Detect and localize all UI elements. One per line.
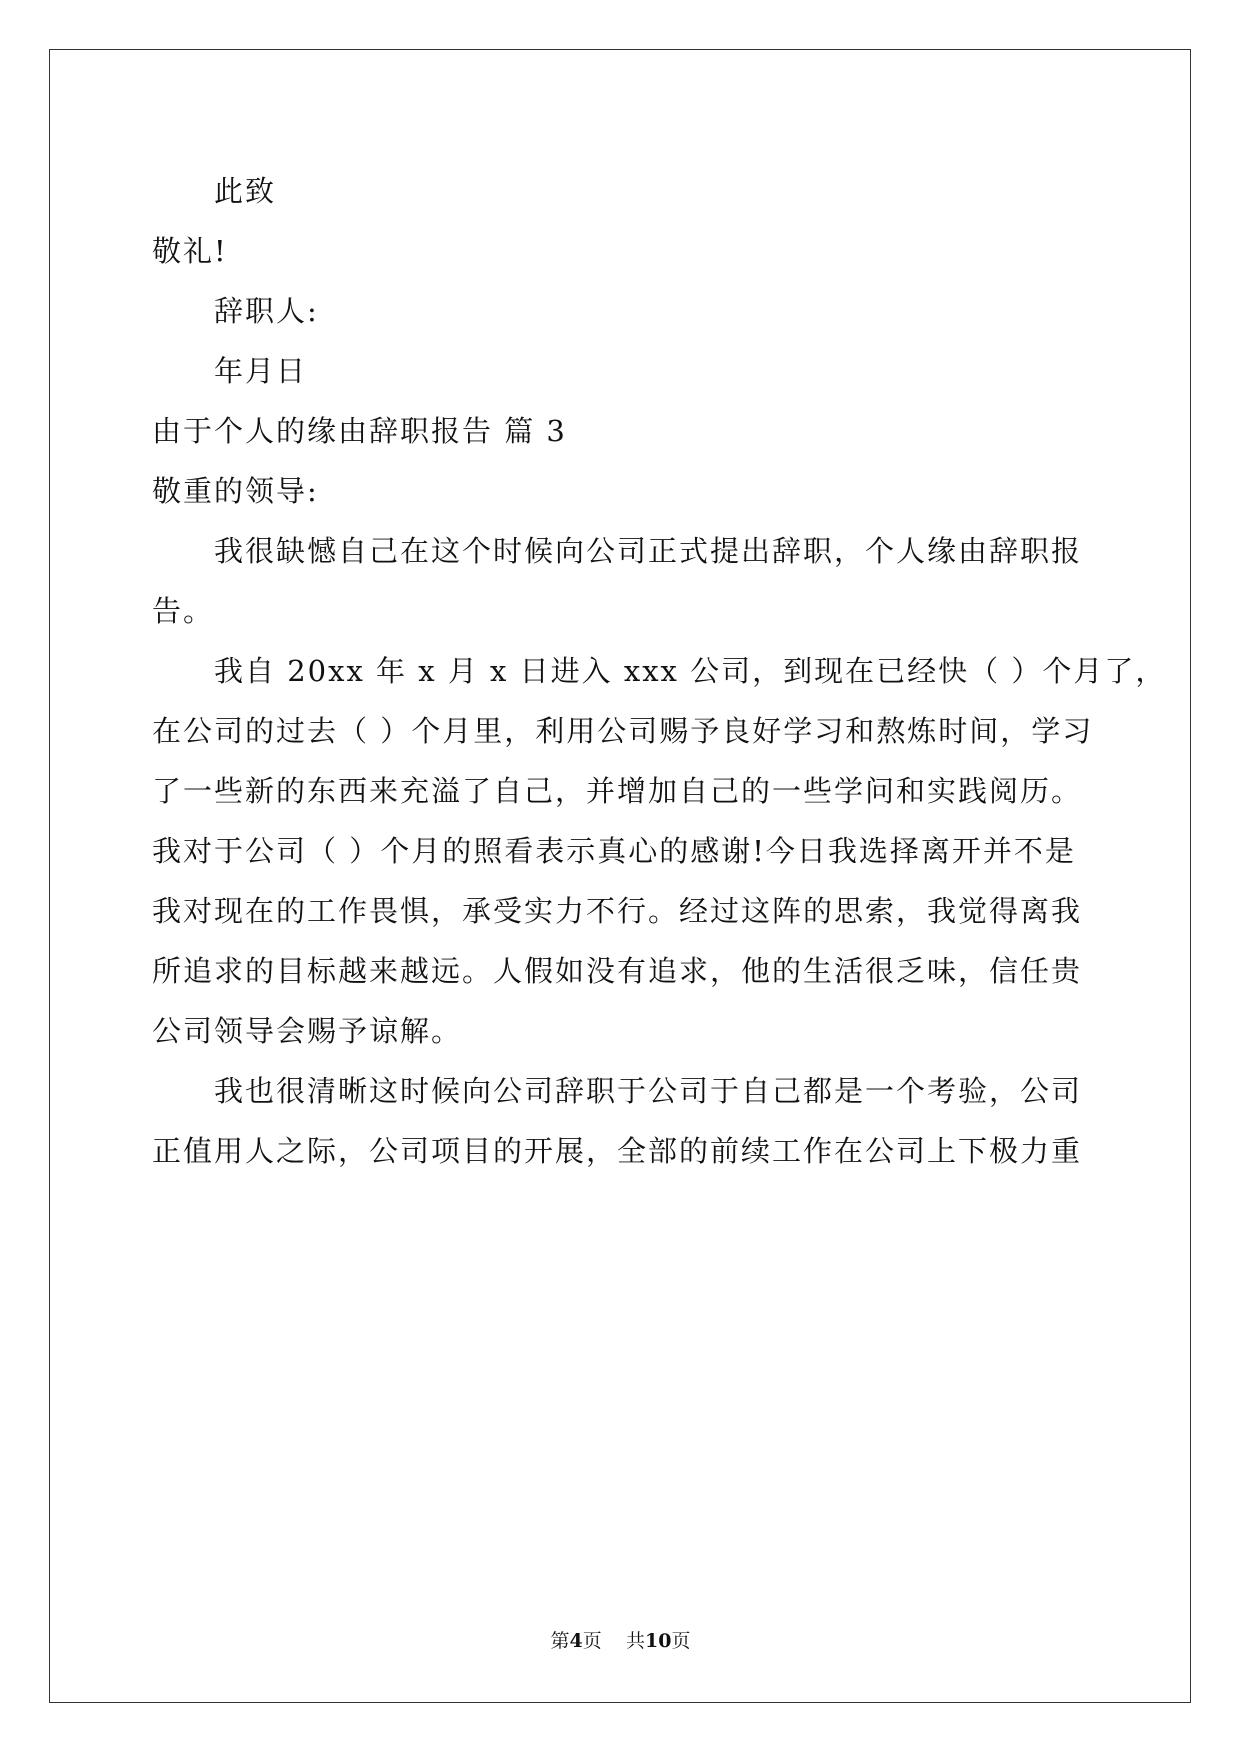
date-line: 年月日 xyxy=(214,354,308,388)
page-footer xyxy=(0,1628,1241,1654)
body-line: 正值用人之际，公司项目的开展，全部的前续工作在公司上下极力重 xyxy=(152,1134,1083,1168)
total-suffix: 页 xyxy=(671,1630,691,1652)
page-number: 4 xyxy=(569,1630,583,1652)
body-line: 告。 xyxy=(152,594,215,628)
closing-line: 此致 xyxy=(214,174,277,208)
section-title: 由于个人的缘由辞职报告 篇 3 xyxy=(152,414,567,448)
body-line: 在公司的过去（ ）个月里，利用公司赐予良好学习和熬炼时间，学习 xyxy=(152,714,1094,748)
page-suffix: 页 xyxy=(582,1630,602,1652)
resigner-line: 辞职人: xyxy=(214,294,319,328)
total-pages: 10 xyxy=(644,1630,672,1652)
body-line: 我对于公司（ ）个月的照看表示真心的感谢!今日我选择离开并不是 xyxy=(152,834,1076,868)
body-line: 所追求的目标越来越远。人假如没有追求，他的生活很乏味，信任贵 xyxy=(152,954,1083,988)
body-line: 我自 20xx 年 x 月 x 日进入 xxx 公司，到现在已经快（ ）个月了， xyxy=(214,654,1167,688)
greeting-line: 敬重的领导: xyxy=(152,474,319,508)
body-line: 我也很清晰这时候向公司辞职于公司于自己都是一个考验，公司 xyxy=(214,1074,1083,1108)
body-line: 我对现在的工作畏惧，承受实力不行。经过这阵的思索，我觉得离我 xyxy=(152,894,1083,928)
salutation-line: 敬礼! xyxy=(152,234,228,268)
total-prefix: 共 xyxy=(625,1630,645,1652)
page-prefix: 第 xyxy=(550,1630,570,1652)
body-line: 公司领导会赐予谅解。 xyxy=(152,1014,463,1048)
body-line: 了一些新的东西来充溢了自己，并增加自己的一些学问和实践阅历。 xyxy=(152,774,1083,808)
body-line: 我很缺憾自己在这个时候向公司正式提出辞职，个人缘由辞职报 xyxy=(214,534,1083,568)
